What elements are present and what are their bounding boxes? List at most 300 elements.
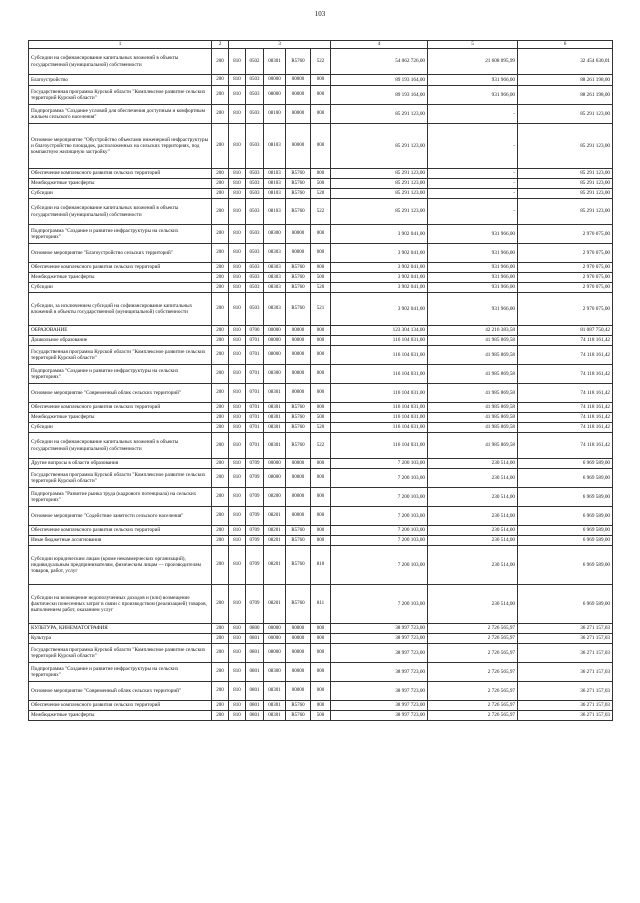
amount-approved: 116 104 031,00 xyxy=(331,365,428,384)
code-admin: 200 xyxy=(212,644,229,663)
amount-executed: 2 726 565,97 xyxy=(428,634,518,644)
code-expense-type: 000 xyxy=(311,403,331,413)
amount-remaining: 6 969 589,00 xyxy=(518,585,613,624)
header-row xyxy=(29,41,613,49)
code-subsection: 0701 xyxy=(246,365,264,384)
header-cell: 6 xyxy=(518,41,613,49)
row-name: Межбюджетные трансферты xyxy=(29,413,212,423)
amount-executed: - xyxy=(428,169,518,179)
row-name: Подпрограмма "Создание и развитие инфраструктуры на сельских территориях" xyxy=(29,365,212,384)
row-name: Основное мероприятие "Благоустройство сельских территорий" xyxy=(29,244,212,263)
code-direction: 00000 xyxy=(286,336,311,346)
amount-remaining: 6 969 589,00 xyxy=(518,526,613,536)
table-row xyxy=(29,124,613,169)
code-section: 810 xyxy=(229,507,246,526)
code-expense-type: 000 xyxy=(311,384,331,403)
amount-remaining: 2 970 075,00 xyxy=(518,273,613,283)
code-subsection: 0503 xyxy=(246,105,264,124)
code-admin: 200 xyxy=(212,326,229,336)
amount-approved: 7 200 103,00 xyxy=(331,488,428,507)
code-admin: 200 xyxy=(212,225,229,244)
code-section: 810 xyxy=(229,403,246,413)
code-direction: R5760 xyxy=(286,403,311,413)
code-expense-type: 000 xyxy=(311,365,331,384)
amount-executed: 41 985 869,58 xyxy=(428,403,518,413)
code-expense-type: 000 xyxy=(311,225,331,244)
code-subsection: 0801 xyxy=(246,682,264,701)
amount-remaining: 74 118 161,42 xyxy=(518,346,613,365)
code-expense-type: 000 xyxy=(311,701,331,711)
code-target: 08301 xyxy=(264,682,286,701)
table-row xyxy=(29,682,613,701)
code-target: 08200 xyxy=(264,488,286,507)
table-row xyxy=(29,75,613,86)
code-section: 810 xyxy=(229,244,246,263)
code-section: 810 xyxy=(229,293,246,326)
code-target: 00000 xyxy=(264,75,286,86)
code-section: 810 xyxy=(229,336,246,346)
code-section: 810 xyxy=(229,199,246,225)
amount-approved: 116 104 031,00 xyxy=(331,384,428,403)
code-admin: 200 xyxy=(212,403,229,413)
code-direction: 00000 xyxy=(286,488,311,507)
code-target: 08201 xyxy=(264,585,286,624)
code-section: 810 xyxy=(229,384,246,403)
amount-approved: 3 902 041,00 xyxy=(331,244,428,263)
header-cell: 3 xyxy=(229,41,331,49)
amount-approved: 116 104 031,00 xyxy=(331,403,428,413)
table-row xyxy=(29,634,613,644)
amount-remaining: 74 118 161,42 xyxy=(518,413,613,423)
code-direction: R5760 xyxy=(286,293,311,326)
code-subsection: 0503 xyxy=(246,86,264,105)
row-name: Субсидии xyxy=(29,283,212,293)
table-row xyxy=(29,199,613,225)
amount-approved: 7 200 103,00 xyxy=(331,546,428,585)
code-admin: 200 xyxy=(212,75,229,86)
amount-executed: - xyxy=(428,105,518,124)
amount-remaining: 32 454 630,01 xyxy=(518,49,613,75)
code-direction: 00000 xyxy=(286,365,311,384)
amount-executed: 931 966,00 xyxy=(428,244,518,263)
code-expense-type: 522 xyxy=(311,199,331,225)
amount-executed: - xyxy=(428,179,518,189)
table-row xyxy=(29,244,613,263)
amount-remaining: 6 969 589,00 xyxy=(518,536,613,546)
code-subsection: 0709 xyxy=(246,507,264,526)
code-admin: 200 xyxy=(212,682,229,701)
amount-approved: 38 997 723,00 xyxy=(331,701,428,711)
amount-executed: 2 726 565,97 xyxy=(428,682,518,701)
code-subsection: 0503 xyxy=(246,179,264,189)
code-subsection: 0701 xyxy=(246,403,264,413)
table-row xyxy=(29,49,613,75)
code-target: 08103 xyxy=(264,124,286,169)
table-row xyxy=(29,346,613,365)
code-direction: R5760 xyxy=(286,179,311,189)
amount-executed: - xyxy=(428,199,518,225)
code-section: 810 xyxy=(229,105,246,124)
code-direction: 00000 xyxy=(286,507,311,526)
table-row xyxy=(29,273,613,283)
code-direction: R5760 xyxy=(286,283,311,293)
code-section: 810 xyxy=(229,75,246,86)
code-subsection: 0502 xyxy=(246,49,264,75)
amount-approved: 3 902 041,00 xyxy=(331,263,428,273)
row-name: Подпрограмма "Развитие рынка труда (кадрового потенциала) на сельских территориях" xyxy=(29,488,212,507)
code-admin: 200 xyxy=(212,189,229,199)
amount-approved: 85 291 123,00 xyxy=(331,179,428,189)
code-target: 08000 xyxy=(264,644,286,663)
header-cell: 1 xyxy=(29,41,212,49)
amount-executed: 230 514,00 xyxy=(428,469,518,488)
code-subsection: 0503 xyxy=(246,124,264,169)
code-admin: 200 xyxy=(212,526,229,536)
code-expense-type: 000 xyxy=(311,86,331,105)
code-direction: R5760 xyxy=(286,49,311,75)
row-name: КУЛЬТУРА, КИНЕМАТОГРАФИЯ xyxy=(29,624,212,634)
row-name: Обеспечение комплексного развития сельских территорий xyxy=(29,403,212,413)
amount-approved: 123 304 134,00 xyxy=(331,326,428,336)
code-direction: 00000 xyxy=(286,469,311,488)
code-direction: 00000 xyxy=(286,86,311,105)
code-direction: 00000 xyxy=(286,459,311,469)
code-section: 810 xyxy=(229,488,246,507)
code-subsection: 0503 xyxy=(246,199,264,225)
code-expense-type: 000 xyxy=(311,124,331,169)
code-subsection: 0801 xyxy=(246,644,264,663)
amount-executed: 2 726 565,97 xyxy=(428,644,518,663)
code-subsection: 0701 xyxy=(246,336,264,346)
code-subsection: 0709 xyxy=(246,488,264,507)
code-direction: R5760 xyxy=(286,711,311,721)
code-expense-type: 000 xyxy=(311,624,331,634)
amount-remaining: 6 969 589,00 xyxy=(518,488,613,507)
code-direction: R5760 xyxy=(286,199,311,225)
table-row xyxy=(29,189,613,199)
table-row xyxy=(29,459,613,469)
code-section: 810 xyxy=(229,273,246,283)
code-direction: R5760 xyxy=(286,263,311,273)
amount-remaining: 6 969 589,00 xyxy=(518,546,613,585)
amount-executed: 21 608 095,99 xyxy=(428,49,518,75)
code-admin: 200 xyxy=(212,273,229,283)
row-name: Подпрограмма "Создание условий для обеспечения доступным и комфортным жильем сельского населения" xyxy=(29,105,212,124)
code-section: 810 xyxy=(229,225,246,244)
table-row xyxy=(29,585,613,624)
table-row xyxy=(29,365,613,384)
row-name: Основное мероприятие "Обустройство объектами инженерной инфраструктуры и благоустройство площадок, расположенных на сельских территориях, под компактную жилищную застройку" xyxy=(29,124,212,169)
header-cell: 4 xyxy=(331,41,428,49)
code-target: 00000 xyxy=(264,634,286,644)
amount-remaining: 88 261 198,00 xyxy=(518,75,613,86)
code-target: 08103 xyxy=(264,179,286,189)
row-name: Обеспечение комплексного развития сельских территорий xyxy=(29,169,212,179)
code-admin: 200 xyxy=(212,283,229,293)
code-direction: R5760 xyxy=(286,585,311,624)
code-expense-type: 000 xyxy=(311,507,331,526)
amount-remaining: 85 291 123,00 xyxy=(518,105,613,124)
code-section: 810 xyxy=(229,189,246,199)
code-expense-type: 000 xyxy=(311,346,331,365)
code-expense-type: 522 xyxy=(311,49,331,75)
code-section: 810 xyxy=(229,469,246,488)
row-name: Межбюджетные трансферты xyxy=(29,179,212,189)
code-section: 810 xyxy=(229,536,246,546)
amount-executed: 230 514,00 xyxy=(428,507,518,526)
table-row xyxy=(29,326,613,336)
row-name: Основное мероприятие "Современный облик сельских территорий" xyxy=(29,384,212,403)
code-admin: 200 xyxy=(212,469,229,488)
amount-executed: 41 985 869,58 xyxy=(428,413,518,423)
code-subsection: 0503 xyxy=(246,244,264,263)
table-row xyxy=(29,546,613,585)
code-subsection: 0709 xyxy=(246,585,264,624)
code-target: 08201 xyxy=(264,526,286,536)
code-expense-type: 000 xyxy=(311,244,331,263)
code-admin: 200 xyxy=(212,624,229,634)
code-target: 08301 xyxy=(264,49,286,75)
code-expense-type: 500 xyxy=(311,711,331,721)
table-row xyxy=(29,507,613,526)
code-section: 810 xyxy=(229,423,246,433)
amount-executed: 230 514,00 xyxy=(428,526,518,536)
code-direction: 00000 xyxy=(286,124,311,169)
row-name: Обеспечение комплексного развития сельских территорий xyxy=(29,263,212,273)
code-section: 810 xyxy=(229,86,246,105)
amount-executed: 41 985 869,58 xyxy=(428,365,518,384)
amount-remaining: 6 969 589,00 xyxy=(518,507,613,526)
code-admin: 200 xyxy=(212,105,229,124)
amount-executed: 931 966,00 xyxy=(428,273,518,283)
table-row xyxy=(29,169,613,179)
amount-executed: 931 966,00 xyxy=(428,263,518,273)
code-section: 810 xyxy=(229,326,246,336)
amount-approved: 3 902 041,00 xyxy=(331,273,428,283)
code-direction: R5760 xyxy=(286,536,311,546)
code-admin: 200 xyxy=(212,384,229,403)
row-name: Государственная программа Курской области "Комплексное развитие сельских территорий Курской области" xyxy=(29,469,212,488)
amount-approved: 3 902 041,00 xyxy=(331,283,428,293)
code-target: 08303 xyxy=(264,293,286,326)
code-direction: 00000 xyxy=(286,326,311,336)
code-section: 810 xyxy=(229,711,246,721)
table-row xyxy=(29,469,613,488)
table-row xyxy=(29,384,613,403)
code-target: 08301 xyxy=(264,423,286,433)
code-expense-type: 000 xyxy=(311,488,331,507)
code-admin: 200 xyxy=(212,169,229,179)
amount-approved: 7 200 103,00 xyxy=(331,459,428,469)
code-direction: R5760 xyxy=(286,546,311,585)
code-target: 08303 xyxy=(264,244,286,263)
row-name: Межбюджетные трансферты xyxy=(29,273,212,283)
amount-approved: 85 291 123,00 xyxy=(331,124,428,169)
code-direction: R5760 xyxy=(286,433,311,459)
amount-approved: 3 902 041,00 xyxy=(331,293,428,326)
amount-approved: 3 902 041,00 xyxy=(331,225,428,244)
budget-table xyxy=(28,40,613,721)
row-name: Основное мероприятие "Содействие занятости сельского населения" xyxy=(29,507,212,526)
code-section: 810 xyxy=(229,526,246,536)
amount-remaining: 2 970 075,00 xyxy=(518,263,613,273)
code-subsection: 0801 xyxy=(246,634,264,644)
code-section: 810 xyxy=(229,433,246,459)
code-target: 08303 xyxy=(264,273,286,283)
code-target: 08103 xyxy=(264,169,286,179)
row-name: Обеспечение комплексного развития сельских территорий xyxy=(29,701,212,711)
code-subsection: 0700 xyxy=(246,326,264,336)
code-expense-type: 810 xyxy=(311,546,331,585)
code-direction: 00000 xyxy=(286,644,311,663)
amount-remaining: 36 271 157,03 xyxy=(518,634,613,644)
code-target: 08000 xyxy=(264,469,286,488)
amount-remaining: 85 291 123,00 xyxy=(518,169,613,179)
amount-executed: 230 514,00 xyxy=(428,585,518,624)
code-expense-type: 000 xyxy=(311,105,331,124)
code-expense-type: 811 xyxy=(311,585,331,624)
amount-remaining: 36 271 157,03 xyxy=(518,701,613,711)
code-direction: 00000 xyxy=(286,75,311,86)
code-direction: 00000 xyxy=(286,384,311,403)
code-expense-type: 000 xyxy=(311,326,331,336)
code-direction: 00000 xyxy=(286,244,311,263)
amount-remaining: 85 291 123,00 xyxy=(518,189,613,199)
code-target: 08301 xyxy=(264,701,286,711)
row-name: Государственная программа Курской области "Комплексное развитие сельских территорий Курской области" xyxy=(29,346,212,365)
code-direction: 00000 xyxy=(286,105,311,124)
amount-executed: 41 985 869,58 xyxy=(428,433,518,459)
amount-executed: 41 985 869,58 xyxy=(428,346,518,365)
amount-executed: 2 726 565,97 xyxy=(428,624,518,634)
amount-executed: 931 966,00 xyxy=(428,283,518,293)
code-target: 08301 xyxy=(264,413,286,423)
amount-remaining: 2 970 075,00 xyxy=(518,283,613,293)
table-row xyxy=(29,336,613,346)
code-admin: 200 xyxy=(212,536,229,546)
code-target: 08201 xyxy=(264,546,286,585)
amount-remaining: 85 291 123,00 xyxy=(518,179,613,189)
amount-executed: 41 985 869,58 xyxy=(428,423,518,433)
code-direction: R5760 xyxy=(286,413,311,423)
code-subsection: 0709 xyxy=(246,526,264,536)
code-expense-type: 500 xyxy=(311,179,331,189)
row-name: Культура xyxy=(29,634,212,644)
amount-approved: 116 104 031,00 xyxy=(331,423,428,433)
table-row xyxy=(29,433,613,459)
code-subsection: 0503 xyxy=(246,189,264,199)
amount-approved: 38 997 723,00 xyxy=(331,682,428,701)
code-target: 08100 xyxy=(264,105,286,124)
table-row xyxy=(29,663,613,682)
table-row xyxy=(29,644,613,663)
table-row xyxy=(29,105,613,124)
code-admin: 200 xyxy=(212,413,229,423)
code-subsection: 0503 xyxy=(246,169,264,179)
amount-executed: 42 216 383,58 xyxy=(428,326,518,336)
code-section: 810 xyxy=(229,634,246,644)
code-subsection: 0503 xyxy=(246,273,264,283)
row-name: Субсидии xyxy=(29,423,212,433)
code-section: 810 xyxy=(229,263,246,273)
code-section: 810 xyxy=(229,682,246,701)
code-section: 810 xyxy=(229,346,246,365)
row-name: Субсидии на софинансирование капитальных вложений в объекты государственной (муниципальной) собственности xyxy=(29,433,212,459)
code-subsection: 0503 xyxy=(246,263,264,273)
table-row xyxy=(29,263,613,273)
code-admin: 200 xyxy=(212,711,229,721)
code-admin: 200 xyxy=(212,86,229,105)
row-name: Дошкольное образование xyxy=(29,336,212,346)
code-expense-type: 000 xyxy=(311,682,331,701)
code-expense-type: 522 xyxy=(311,433,331,459)
code-expense-type: 520 xyxy=(311,423,331,433)
code-subsection: 0800 xyxy=(246,624,264,634)
amount-remaining: 2 970 075,00 xyxy=(518,225,613,244)
row-name: Субсидии юридическим лицам (кроме некоммерческих организаций), индивидуальным предпринимателям, физическим лицам — производителям товаров, работ, услуг xyxy=(29,546,212,585)
table-row xyxy=(29,536,613,546)
code-target: 00000 xyxy=(264,336,286,346)
code-target: 08103 xyxy=(264,199,286,225)
code-target: 08103 xyxy=(264,189,286,199)
code-admin: 200 xyxy=(212,365,229,384)
row-name: Обеспечение комплексного развития сельских территорий xyxy=(29,526,212,536)
row-name: Другие вопросы в области образования xyxy=(29,459,212,469)
amount-executed: 230 514,00 xyxy=(428,459,518,469)
code-expense-type: 520 xyxy=(311,189,331,199)
row-name: Субсидии xyxy=(29,189,212,199)
table-row xyxy=(29,403,613,413)
table-row xyxy=(29,624,613,634)
code-target: 00000 xyxy=(264,326,286,336)
code-direction: 00000 xyxy=(286,624,311,634)
code-admin: 200 xyxy=(212,293,229,326)
code-target: 08303 xyxy=(264,263,286,273)
code-direction: 00000 xyxy=(286,225,311,244)
table-row xyxy=(29,701,613,711)
amount-remaining: 74 118 161,42 xyxy=(518,403,613,413)
amount-remaining: 74 118 161,42 xyxy=(518,336,613,346)
amount-approved: 7 200 103,00 xyxy=(331,469,428,488)
amount-remaining: 74 118 161,42 xyxy=(518,365,613,384)
code-subsection: 0801 xyxy=(246,701,264,711)
code-admin: 200 xyxy=(212,663,229,682)
code-section: 810 xyxy=(229,124,246,169)
amount-approved: 85 291 123,00 xyxy=(331,105,428,124)
code-subsection: 0709 xyxy=(246,469,264,488)
code-target: 08303 xyxy=(264,283,286,293)
row-name: Межбюджетные трансферты xyxy=(29,711,212,721)
amount-executed: 931 966,00 xyxy=(428,75,518,86)
code-expense-type: 000 xyxy=(311,263,331,273)
row-name: Государственная программа Курской области "Комплексное развитие сельских территорий Курской области" xyxy=(29,644,212,663)
code-section: 810 xyxy=(229,701,246,711)
code-target: 08201 xyxy=(264,536,286,546)
code-expense-type: 500 xyxy=(311,273,331,283)
code-expense-type: 520 xyxy=(311,283,331,293)
code-admin: 200 xyxy=(212,546,229,585)
code-direction: R5760 xyxy=(286,273,311,283)
code-target: 08301 xyxy=(264,711,286,721)
row-name: Субсидии на софинансирование капитальных вложений в объекты государственной (муниципальной) собственности xyxy=(29,199,212,225)
code-subsection: 0701 xyxy=(246,433,264,459)
code-subsection: 0701 xyxy=(246,413,264,423)
amount-remaining: 36 271 157,03 xyxy=(518,682,613,701)
code-admin: 200 xyxy=(212,179,229,189)
amount-executed: 931 966,00 xyxy=(428,225,518,244)
code-expense-type: 800 xyxy=(311,536,331,546)
amount-approved: 89 193 164,00 xyxy=(331,86,428,105)
